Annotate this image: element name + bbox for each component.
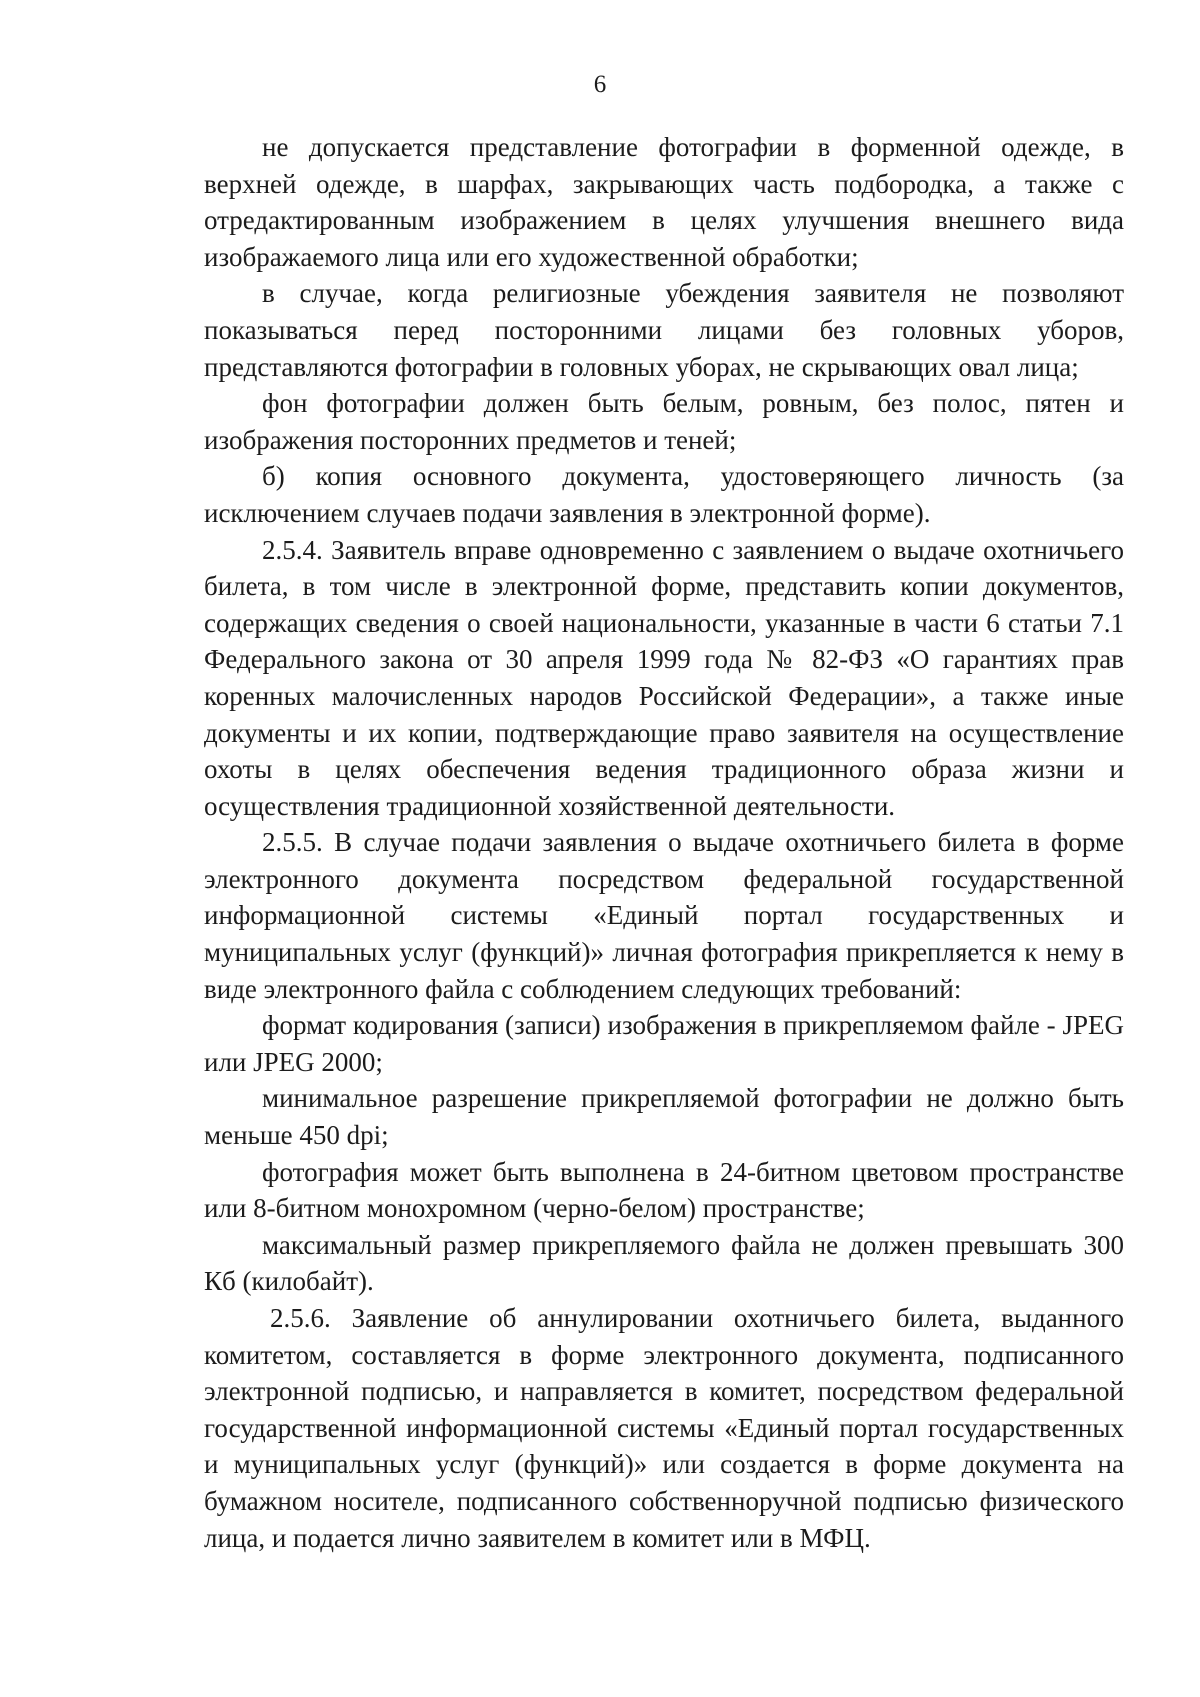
page-number: 6	[593, 71, 607, 98]
document-body	[204, 129, 1124, 1556]
paragraph-max-file-size: максимальный размер прикрепляемого файла не должен превышать 300 Кб (килобайт).	[204, 1229, 1124, 1297]
paragraph-photo-clothing: не допускается представление фотографии в форменной одежде, в верхней одежде, в шарфах, закрывающих часть подбородка, а также с отредактированным изображением в целях улучшения внешнего вида изображаемого лица или его художественной обработки;	[204, 132, 1124, 272]
paragraph-2-5-5: 2.5.5. В случае подачи заявления о выдаче охотничьего билета в форме электронного документа посредством федеральной государственной информационной системы «Единый портал государственных и муниципальных услуг (функций)» личная фотография прикрепляется к нему в виде электронного файла с соблюдением следующих требований:	[204, 827, 1124, 1004]
paragraph-religious-headwear: в случае, когда религиозные убеждения заявителя не позволяют показываться перед посторонними лицами без головных уборов, представляются фотографии в головных уборах, не скрывающих овал лица;	[204, 278, 1124, 382]
paragraph-min-resolution: минимальное разрешение прикрепляемой фотографии не должно быть меньше 450 dpi;	[204, 1083, 1124, 1151]
paragraph-image-format: формат кодирования (записи) изображения в прикрепляемом файле - JPEG или JPEG 2000;	[204, 1010, 1124, 1077]
paragraph-photo-background: фон фотографии должен быть белым, ровным, без полос, пятен и изображения посторонних предметов и теней;	[204, 388, 1124, 455]
paragraph-color-space: фотография может быть выполнена в 24-битном цветовом пространстве или 8-битном монохромном (черно-белом) пространстве;	[204, 1156, 1124, 1224]
paragraph-2-5-4: 2.5.4. Заявитель вправе одновременно с заявлением о выдаче охотничьего билета, в том числе в электронной форме, представить копии документов, содержащих сведения о своей национальности, указанные в части 6 статьи 7.1 Федерального закона от 30 апреля 1999 года № 82-ФЗ «О гарантиях прав коренных малочисленных народов Российской Федерации», а также иные документы и их копии, подтверждающие право заявителя на осуществление охоты в целях обеспечения ведения традиционного образа жизни и осуществления традиционной хозяйственной деятельности.	[204, 534, 1124, 821]
paragraph-identity-document-copy: б) копия основного документа, удостоверяющего личность (за исключением случаев подачи заявления в электронной форме).	[204, 461, 1124, 528]
paragraph-2-5-6: 2.5.6. Заявление об аннулировании охотничьего билета, выданного комитетом, составляется в форме электронного документа, подписанного электронной подписью, и направляется в комитет, посредством федеральной государственной информационной системы «Единый портал государственных и муниципальных услуг (функций)» или создается в форме документа на бумажном носителе, подписанного собственноручной подписью физического лица, и подается лично заявителем в комитет или в МФЦ.	[204, 1303, 1124, 1553]
